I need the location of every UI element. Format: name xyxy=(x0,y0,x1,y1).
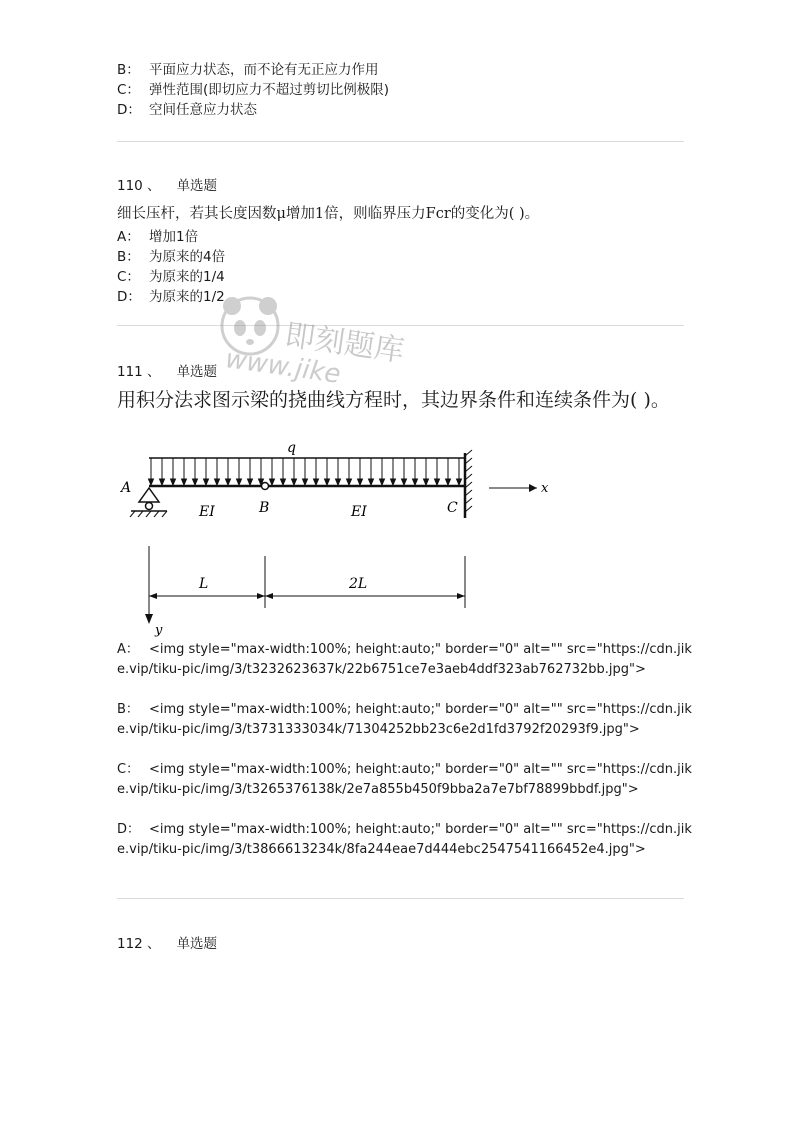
load-arrow-head xyxy=(193,479,198,485)
load-arrow-head xyxy=(391,479,396,485)
q111-option-c xyxy=(117,760,697,800)
question-type: 单选题 xyxy=(176,364,218,380)
question-111-header xyxy=(117,362,217,382)
beam-diagram xyxy=(117,438,557,638)
q110-option-b xyxy=(117,247,225,267)
question-112-header xyxy=(117,934,217,954)
option-label: D： xyxy=(117,102,141,118)
load-arrow-head xyxy=(237,479,242,485)
option-label: D： xyxy=(117,289,141,305)
question-110-stem: 细长压杆，若其长度因数μ增加1倍，则临界压力Fcr的变化为( )。 xyxy=(117,206,540,222)
load-arrow-head xyxy=(424,479,429,485)
q110-option-c xyxy=(117,267,225,287)
load-arrow-head xyxy=(402,479,407,485)
point-b-label: B xyxy=(259,500,270,516)
option-label: A： xyxy=(117,229,140,245)
option-label: A： xyxy=(117,642,139,657)
load-arrow-head xyxy=(281,479,286,485)
load-arrow-head xyxy=(446,479,451,485)
load-arrow-head xyxy=(347,479,352,485)
load-arrow-head xyxy=(380,479,385,485)
length-label-1: L xyxy=(199,576,209,592)
option-label: B： xyxy=(117,702,139,717)
watermark-text: 即刻题库 xyxy=(282,317,407,370)
load-arrow-head xyxy=(303,479,308,485)
prev-option-d xyxy=(117,100,257,120)
point-a-label: A xyxy=(121,480,132,496)
length-label-2: 2L xyxy=(349,576,368,592)
load-arrow-head xyxy=(160,479,165,485)
option-text: <img style="max-width:100%; height:auto;" border="0" alt="" src="https://cdn.jike.vip/tiku-pic/img/3/t3265376138k/2e7a855b450f9bba2a7e7bf78899bbdf.jpg"> xyxy=(117,762,692,797)
divider xyxy=(117,898,684,899)
load-arrow-head xyxy=(182,479,187,485)
prev-option-c xyxy=(117,80,389,100)
y-axis-label: y xyxy=(155,623,163,638)
option-label: B： xyxy=(117,249,140,265)
load-arrow-head xyxy=(314,479,319,485)
load-arrow-head xyxy=(369,479,374,485)
question-type: 单选题 xyxy=(176,936,218,952)
load-arrow-head xyxy=(457,479,462,485)
option-label: D： xyxy=(117,822,141,837)
option-text: 为原来的4倍 xyxy=(149,249,226,265)
q111-option-d xyxy=(117,820,697,860)
load-arrow-head xyxy=(435,479,440,485)
option-label: B： xyxy=(117,62,140,78)
option-label: C： xyxy=(117,269,140,285)
option-text: <img style="max-width:100%; height:auto;" border="0" alt="" src="https://cdn.jike.vip/tiku-pic/img/3/t3232623637k/22b6751ce7e3aeb4ddf323ab762732bb.jpg"> xyxy=(117,642,692,677)
option-text: 平面应力状态，而不论有无正应力作用 xyxy=(149,62,379,78)
q110-option-d xyxy=(117,287,225,307)
load-arrow-head xyxy=(413,479,418,485)
option-text: 弹性范围(即切应力不超过剪切比例极限) xyxy=(149,82,390,98)
x-axis-label: x xyxy=(541,481,549,496)
option-label: C： xyxy=(117,82,140,98)
load-arrow-head xyxy=(149,479,154,485)
watermark-url: www.jike xyxy=(223,344,343,390)
option-text: 增加1倍 xyxy=(149,229,199,245)
load-arrow-head xyxy=(204,479,209,485)
ei-label-2: EI xyxy=(351,504,367,520)
question-number: 111 、 xyxy=(117,364,161,380)
divider xyxy=(117,141,684,142)
load-arrow-head xyxy=(270,479,275,485)
question-111-stem: 用积分法求图示梁的挠曲线方程时，其边界条件和连续条件为( )。 xyxy=(117,389,670,411)
load-arrow-head xyxy=(336,479,341,485)
question-type: 单选题 xyxy=(176,178,218,194)
point-c-label: C xyxy=(447,500,458,516)
option-text: 空间任意应力状态 xyxy=(149,102,257,118)
q111-option-b xyxy=(117,700,697,740)
question-110-header xyxy=(117,176,217,196)
load-arrow-head xyxy=(292,479,297,485)
option-text: <img style="max-width:100%; height:auto;" border="0" alt="" src="https://cdn.jike.vip/tiku-pic/img/3/t3731333034k/71304252bb23c6e2d1fd3792f20293f9.jpg"> xyxy=(117,702,692,737)
option-label: C： xyxy=(117,762,140,777)
load-arrow-head xyxy=(358,479,363,485)
load-arrow-head xyxy=(215,479,220,485)
load-arrow-head xyxy=(248,479,253,485)
load-arrow-head xyxy=(325,479,330,485)
ei-label-1: EI xyxy=(199,504,215,520)
q111-option-a xyxy=(117,640,697,680)
option-text: 为原来的1/2 xyxy=(149,289,225,305)
question-number: 112 、 xyxy=(117,936,161,952)
load-arrow-head xyxy=(226,479,231,485)
q110-option-a xyxy=(117,227,198,247)
prev-option-b xyxy=(117,60,379,80)
option-text: 为原来的1/4 xyxy=(149,269,225,285)
question-number: 110 、 xyxy=(117,178,161,194)
load-arrow-head xyxy=(171,479,176,485)
option-text: <img style="max-width:100%; height:auto;" border="0" alt="" src="https://cdn.jike.vip/tiku-pic/img/3/t3866613234k/8fa244eae7d444ebc2547541166452e4.jpg"> xyxy=(117,822,692,857)
load-label: q xyxy=(287,440,296,456)
